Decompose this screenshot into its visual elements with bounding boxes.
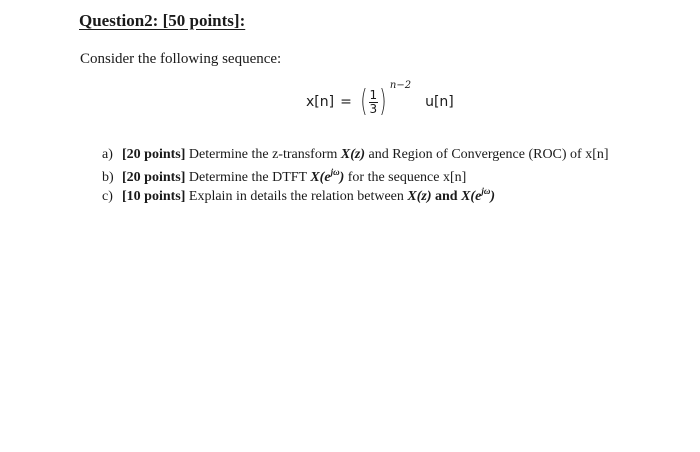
part-conjunction: and [431,189,462,204]
math-superscript: jω [330,166,340,177]
equation-equals: = [340,94,352,110]
part-math: X(z) [340,147,366,162]
part-label: c) [102,189,113,204]
part-text-end: and Region of Convergence (ROC) of x[n] [365,147,609,162]
part-text: Explain in details the relation between [185,189,408,204]
left-paren: ( [360,84,368,119]
intro-text: Consider the following sequence: [80,51,282,67]
part-label: a) [102,147,113,162]
equation-rhs: u[n] [425,94,454,110]
sequence-equation [306,80,454,124]
equation-lhs: x[n] [306,94,335,110]
math-close: ) [339,169,345,185]
part-text: Determine the DTFT [185,169,311,185]
part-math: X(z) [407,189,432,204]
question-parts [102,147,609,206]
fraction-numerator: 1 [369,87,378,102]
part-points: [10 points] [122,189,186,204]
math-base: X(e [461,189,482,204]
part-math [310,167,344,186]
fraction-denominator: 3 [369,101,378,116]
math-close: ) [490,189,495,204]
right-paren: ) [379,84,387,119]
part-points: [20 points] [122,147,186,162]
part-b [102,167,609,187]
equation-exponent: n−2 [389,80,412,91]
part-c [102,186,609,206]
math-superscript: jω [481,186,491,196]
part-label: b) [102,169,114,185]
part-a [102,147,609,167]
part-text-end: for the sequence x[n] [344,169,467,185]
part-points: [20 points] [122,169,186,185]
math-base: X(e [310,169,331,185]
part-math-2 [461,186,495,205]
question-heading: Question2: [50 points]: [79,11,246,30]
part-text: Determine the z-transform [185,147,341,162]
fraction [369,89,379,115]
